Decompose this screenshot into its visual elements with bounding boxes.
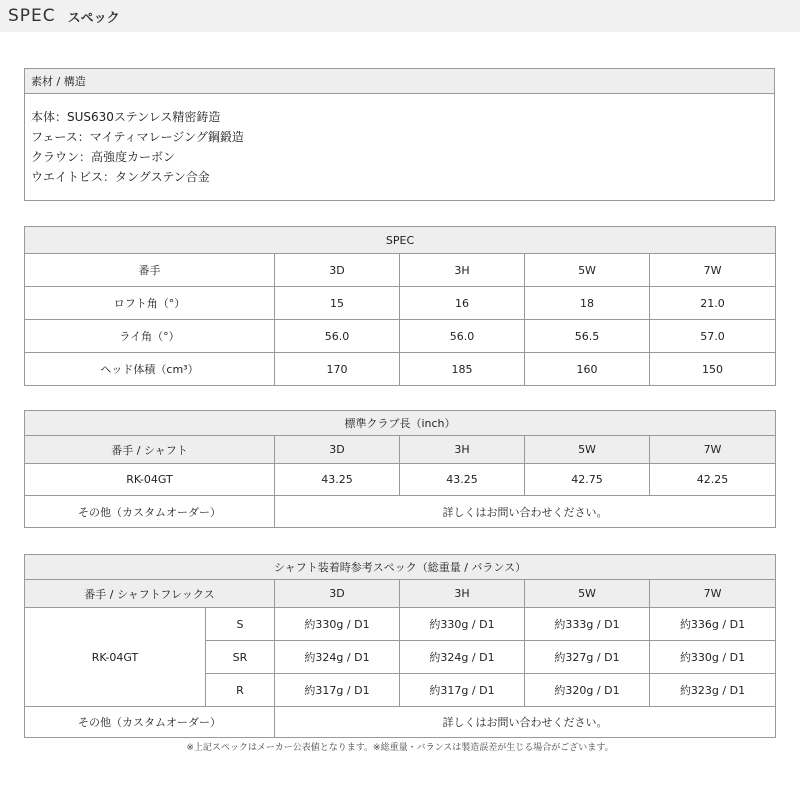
table-cell: 43.25 xyxy=(275,464,400,496)
table-cell: 約320g / D1 xyxy=(525,674,650,707)
material-line: クラウン：高強度カーボン xyxy=(31,150,176,164)
table-cell: 160 xyxy=(525,353,650,386)
weight-title: シャフト装着時参考スペック（総重量 / バランス） xyxy=(25,555,776,580)
row-label: その他（カスタムオーダー） xyxy=(25,707,275,738)
table-cell: 約330g / D1 xyxy=(400,608,525,641)
club-header: 3H xyxy=(400,580,525,608)
material-heading: 素材 / 構造 xyxy=(25,69,775,94)
material-table xyxy=(24,68,775,201)
page-header xyxy=(0,0,800,32)
table-cell: 18 xyxy=(525,287,650,320)
material-body xyxy=(25,94,775,201)
club-header: 3D xyxy=(275,254,400,287)
shaft-name: RK-04GT xyxy=(25,608,206,707)
table-cell: 約333g / D1 xyxy=(525,608,650,641)
table-cell: 約324g / D1 xyxy=(275,641,400,674)
table-cell: 56.5 xyxy=(525,320,650,353)
club-header: 5W xyxy=(525,436,650,464)
table-row xyxy=(25,254,776,287)
table-cell: 約330g / D1 xyxy=(650,641,776,674)
table-cell: 21.0 xyxy=(650,287,776,320)
table-cell: 約327g / D1 xyxy=(525,641,650,674)
table-row xyxy=(25,608,776,641)
table-cell: 15 xyxy=(275,287,400,320)
table-cell: 約330g / D1 xyxy=(275,608,400,641)
table-cell: 57.0 xyxy=(650,320,776,353)
length-col-header: 番手 / シャフト xyxy=(25,436,275,464)
club-header: 5W xyxy=(525,580,650,608)
footnote: ※上記スペックはメーカー公表値となります。※総重量・バランスは製造誤差が生じる場合がございます。 xyxy=(186,743,614,753)
club-header: 7W xyxy=(650,436,776,464)
inquiry-text: 詳しくはお問い合わせください。 xyxy=(275,707,776,738)
weight-table xyxy=(24,554,776,738)
flex-label: S xyxy=(206,608,275,641)
length-table xyxy=(24,410,776,528)
material-line: 本体：SUS630ステンレス精密鋳造 xyxy=(31,110,221,124)
table-cell: 約317g / D1 xyxy=(275,674,400,707)
spec-col-header: 番手 xyxy=(25,254,275,287)
spec-table xyxy=(24,226,776,386)
row-label: ロフト角（°） xyxy=(25,287,275,320)
material-line: フェース：マイティマレージング鋼鍛造 xyxy=(31,130,244,144)
row-label: その他（カスタムオーダー） xyxy=(25,496,275,528)
length-title: 標準クラブ長（inch） xyxy=(25,411,776,436)
table-row xyxy=(25,320,776,353)
club-header: 3D xyxy=(275,436,400,464)
table-cell: 150 xyxy=(650,353,776,386)
table-cell: 42.75 xyxy=(525,464,650,496)
table-row xyxy=(25,496,776,528)
table-cell: 56.0 xyxy=(275,320,400,353)
table-row xyxy=(25,707,776,738)
table-cell: 約336g / D1 xyxy=(650,608,776,641)
table-cell: 170 xyxy=(275,353,400,386)
spec-title: SPEC xyxy=(25,227,776,254)
club-header: 7W xyxy=(650,580,776,608)
table-row xyxy=(25,287,776,320)
flex-label: R xyxy=(206,674,275,707)
flex-label: SR xyxy=(206,641,275,674)
table-cell: 約323g / D1 xyxy=(650,674,776,707)
table-row xyxy=(25,580,776,608)
page-title: SPEC xyxy=(8,6,56,26)
inquiry-text: 詳しくはお問い合わせください。 xyxy=(275,496,776,528)
table-row xyxy=(25,464,776,496)
club-header: 3H xyxy=(400,436,525,464)
material-line: ウエイトビス：タングステン合金 xyxy=(31,170,210,184)
table-cell: 185 xyxy=(400,353,525,386)
row-label: ライ角（°） xyxy=(25,320,275,353)
table-cell: 約324g / D1 xyxy=(400,641,525,674)
club-header: 3D xyxy=(275,580,400,608)
table-cell: 約317g / D1 xyxy=(400,674,525,707)
table-cell: 56.0 xyxy=(400,320,525,353)
club-header: 7W xyxy=(650,254,776,287)
club-header: 5W xyxy=(525,254,650,287)
table-cell: 16 xyxy=(400,287,525,320)
club-header: 3H xyxy=(400,254,525,287)
weight-col-header: 番手 / シャフトフレックス xyxy=(25,580,275,608)
row-label: ヘッド体積（cm³） xyxy=(25,353,275,386)
table-row xyxy=(25,436,776,464)
row-label: RK-04GT xyxy=(25,464,275,496)
table-row xyxy=(25,353,776,386)
page-subtitle: スペック xyxy=(67,10,120,26)
table-cell: 43.25 xyxy=(400,464,525,496)
table-cell: 42.25 xyxy=(650,464,776,496)
